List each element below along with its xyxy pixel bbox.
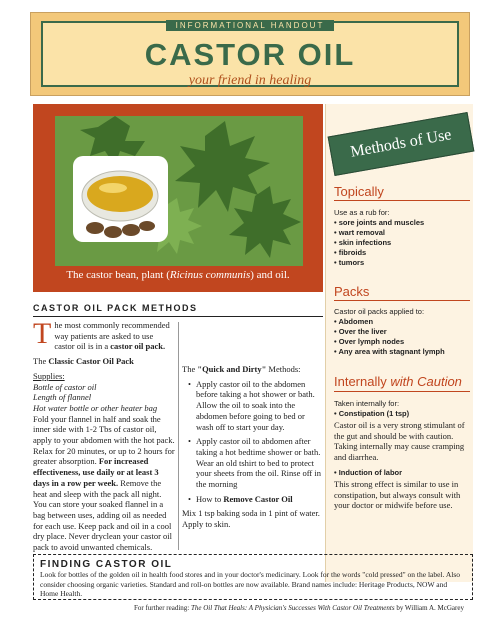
list-item: • wart removal [334,228,472,238]
topically-rule [334,200,470,201]
caption-latin-name: Ricinus communis [169,269,251,281]
header-kicker [43,15,457,33]
header-kicker-text: INFORMATIONAL HANDOUT [166,20,335,31]
finding-text: Look for bottles of the golden oil in health food stores and in your doctor's medicinary. Look for the words "cold pressed" on the label. Also consider choosing organic varieties. Standard and roll-on bottles are now available. Brand names include: Heritage Products, NOW and Home Health. [40,570,461,598]
internally-item-1 [334,409,472,419]
caption-text-2: ) and oil. [250,269,290,281]
topically-block [334,208,472,268]
remove-bold: Remove Castor Oil [223,493,293,504]
internally-intro: Taken internally for: [334,399,400,408]
list-item: • Apply castor oil to abdomen after taking a hot bedtime shower or bath. Wear an old tshirt to bed to protect your sheets from the oil. Rinse off in the morning [188,436,322,490]
classic-emphasis: For increased effectiveness, use daily or at least 3 days in a row per week. [33,456,159,488]
intro-text: he most commonly recommended way patients are asked to use castor oil is in a [54,320,170,352]
supply-item: Bottle of castor oil [33,381,97,392]
further-pre: For further reading: [134,604,191,612]
pack-methods-rule [33,316,323,317]
list-item: • Any area with stagnant lymph [334,347,472,357]
classic-body-2: Remove the heat and sleep with the pack all night. You can store your soaked flannel in a bag between uses, adding oil as needed for each use. Keep pack and oil in a cool dry place. Never dryclean your castor oil pack to avoid unwanted chemicals. [33,477,173,553]
pack-mid-column [182,320,322,530]
list-item: • sore joints and muscles [334,218,472,228]
quick-pre: The [182,364,198,374]
list-item: • Constipation (1 tsp) [334,409,472,419]
drop-cap: T [33,317,52,350]
packs-rule [334,300,470,301]
finding-title: FINDING CASTOR OIL [40,559,173,570]
classic-bold: Classic Castor Oil Pack [48,356,134,367]
page-subtitle: your friend in healing [188,73,312,88]
further-post: by William A. McGarey [394,604,464,612]
list-item: • Induction of labor [334,468,472,478]
pack-left-column [33,317,175,553]
column-divider [178,322,179,550]
castor-plant-photo [55,116,303,266]
topically-heading: Topically [334,184,384,199]
methods-sidebar [325,104,473,582]
methods-banner-text: Methods of Use [349,126,453,161]
list-item: • fibroids [334,248,472,258]
header-frame [41,21,459,87]
internally-rule [334,391,470,392]
page-title: CASTOR OIL [144,37,356,72]
intro-bold: castor oil pack. [110,341,166,352]
packs-block [334,307,472,357]
photo-panel [33,104,323,292]
list-item: • Abdomen [334,317,472,327]
supplies-label: Supplies: [33,370,65,381]
remove-heading [182,494,322,505]
quick-list [182,379,322,490]
further-title: The Oil That Heals: A Physician's Successes With Castor Oil Treatments [190,604,395,612]
topically-intro: Use as a rub for: [334,208,390,217]
supply-item: Hot water bottle or other heater bag [33,402,158,413]
internally-item-1-text: Castor oil is a very strong stimulant of the gut and should be with caution. Taking internally may cause cramping and diarrhea. [334,420,465,462]
quick-post: Methods: [266,364,301,374]
internally-heading [334,374,462,389]
list-item: • Over the liver [334,327,472,337]
quick-heading [182,364,322,375]
internally-heading-plain: Internally [334,374,391,389]
classic-instructions [33,414,175,553]
internally-heading-italic: with Caution [390,374,462,389]
finding-box [33,554,473,600]
classic-pre: The [33,356,49,367]
header-banner [30,12,470,96]
pack-methods-title: CASTOR OIL PACK METHODS [33,303,198,313]
remove-text: Mix 1 tsp baking soda in 1 pint of water. Apply to skin. [182,508,320,530]
methods-banner [328,112,475,176]
internally-item-2-text: This strong effect is similar to use in constipation, but always consult with your doctor or midwife before use. [334,479,461,510]
remove-heading-item [188,494,322,505]
caption-text-1: The castor bean, plant ( [66,269,170,281]
remove-pre: How to [196,493,224,504]
quick-bold: "Quick and Dirty" [197,364,267,374]
intro-paragraph [33,317,175,352]
classic-body: Fold your flannel in half and soak the inner side with 1-2 Tbs of castor oil, apply to your abdomen with the hot pack. Relax for 20 minutes, or up to 2 hours for greater absorption. [33,413,175,467]
castor-plant-illustration [55,116,303,266]
list-item: • tumors [334,258,472,268]
list-item: • skin infections [334,238,472,248]
packs-intro: Castor oil packs applied to: [334,307,425,316]
packs-list [334,317,472,357]
list-item: • Over lymph nodes [334,337,472,347]
photo-caption [33,269,323,281]
packs-heading: Packs [334,284,370,299]
supply-item: Length of flannel [33,392,92,403]
topically-list [334,218,472,268]
further-reading [134,604,464,612]
classic-heading [33,356,175,367]
internally-item-2 [334,468,472,478]
list-item: • Apply castor oil to the abdomen before taking a hot shower or bath. Allow the oil to soak into the abdomen before going to bed or wash off to start your day. [188,379,322,433]
